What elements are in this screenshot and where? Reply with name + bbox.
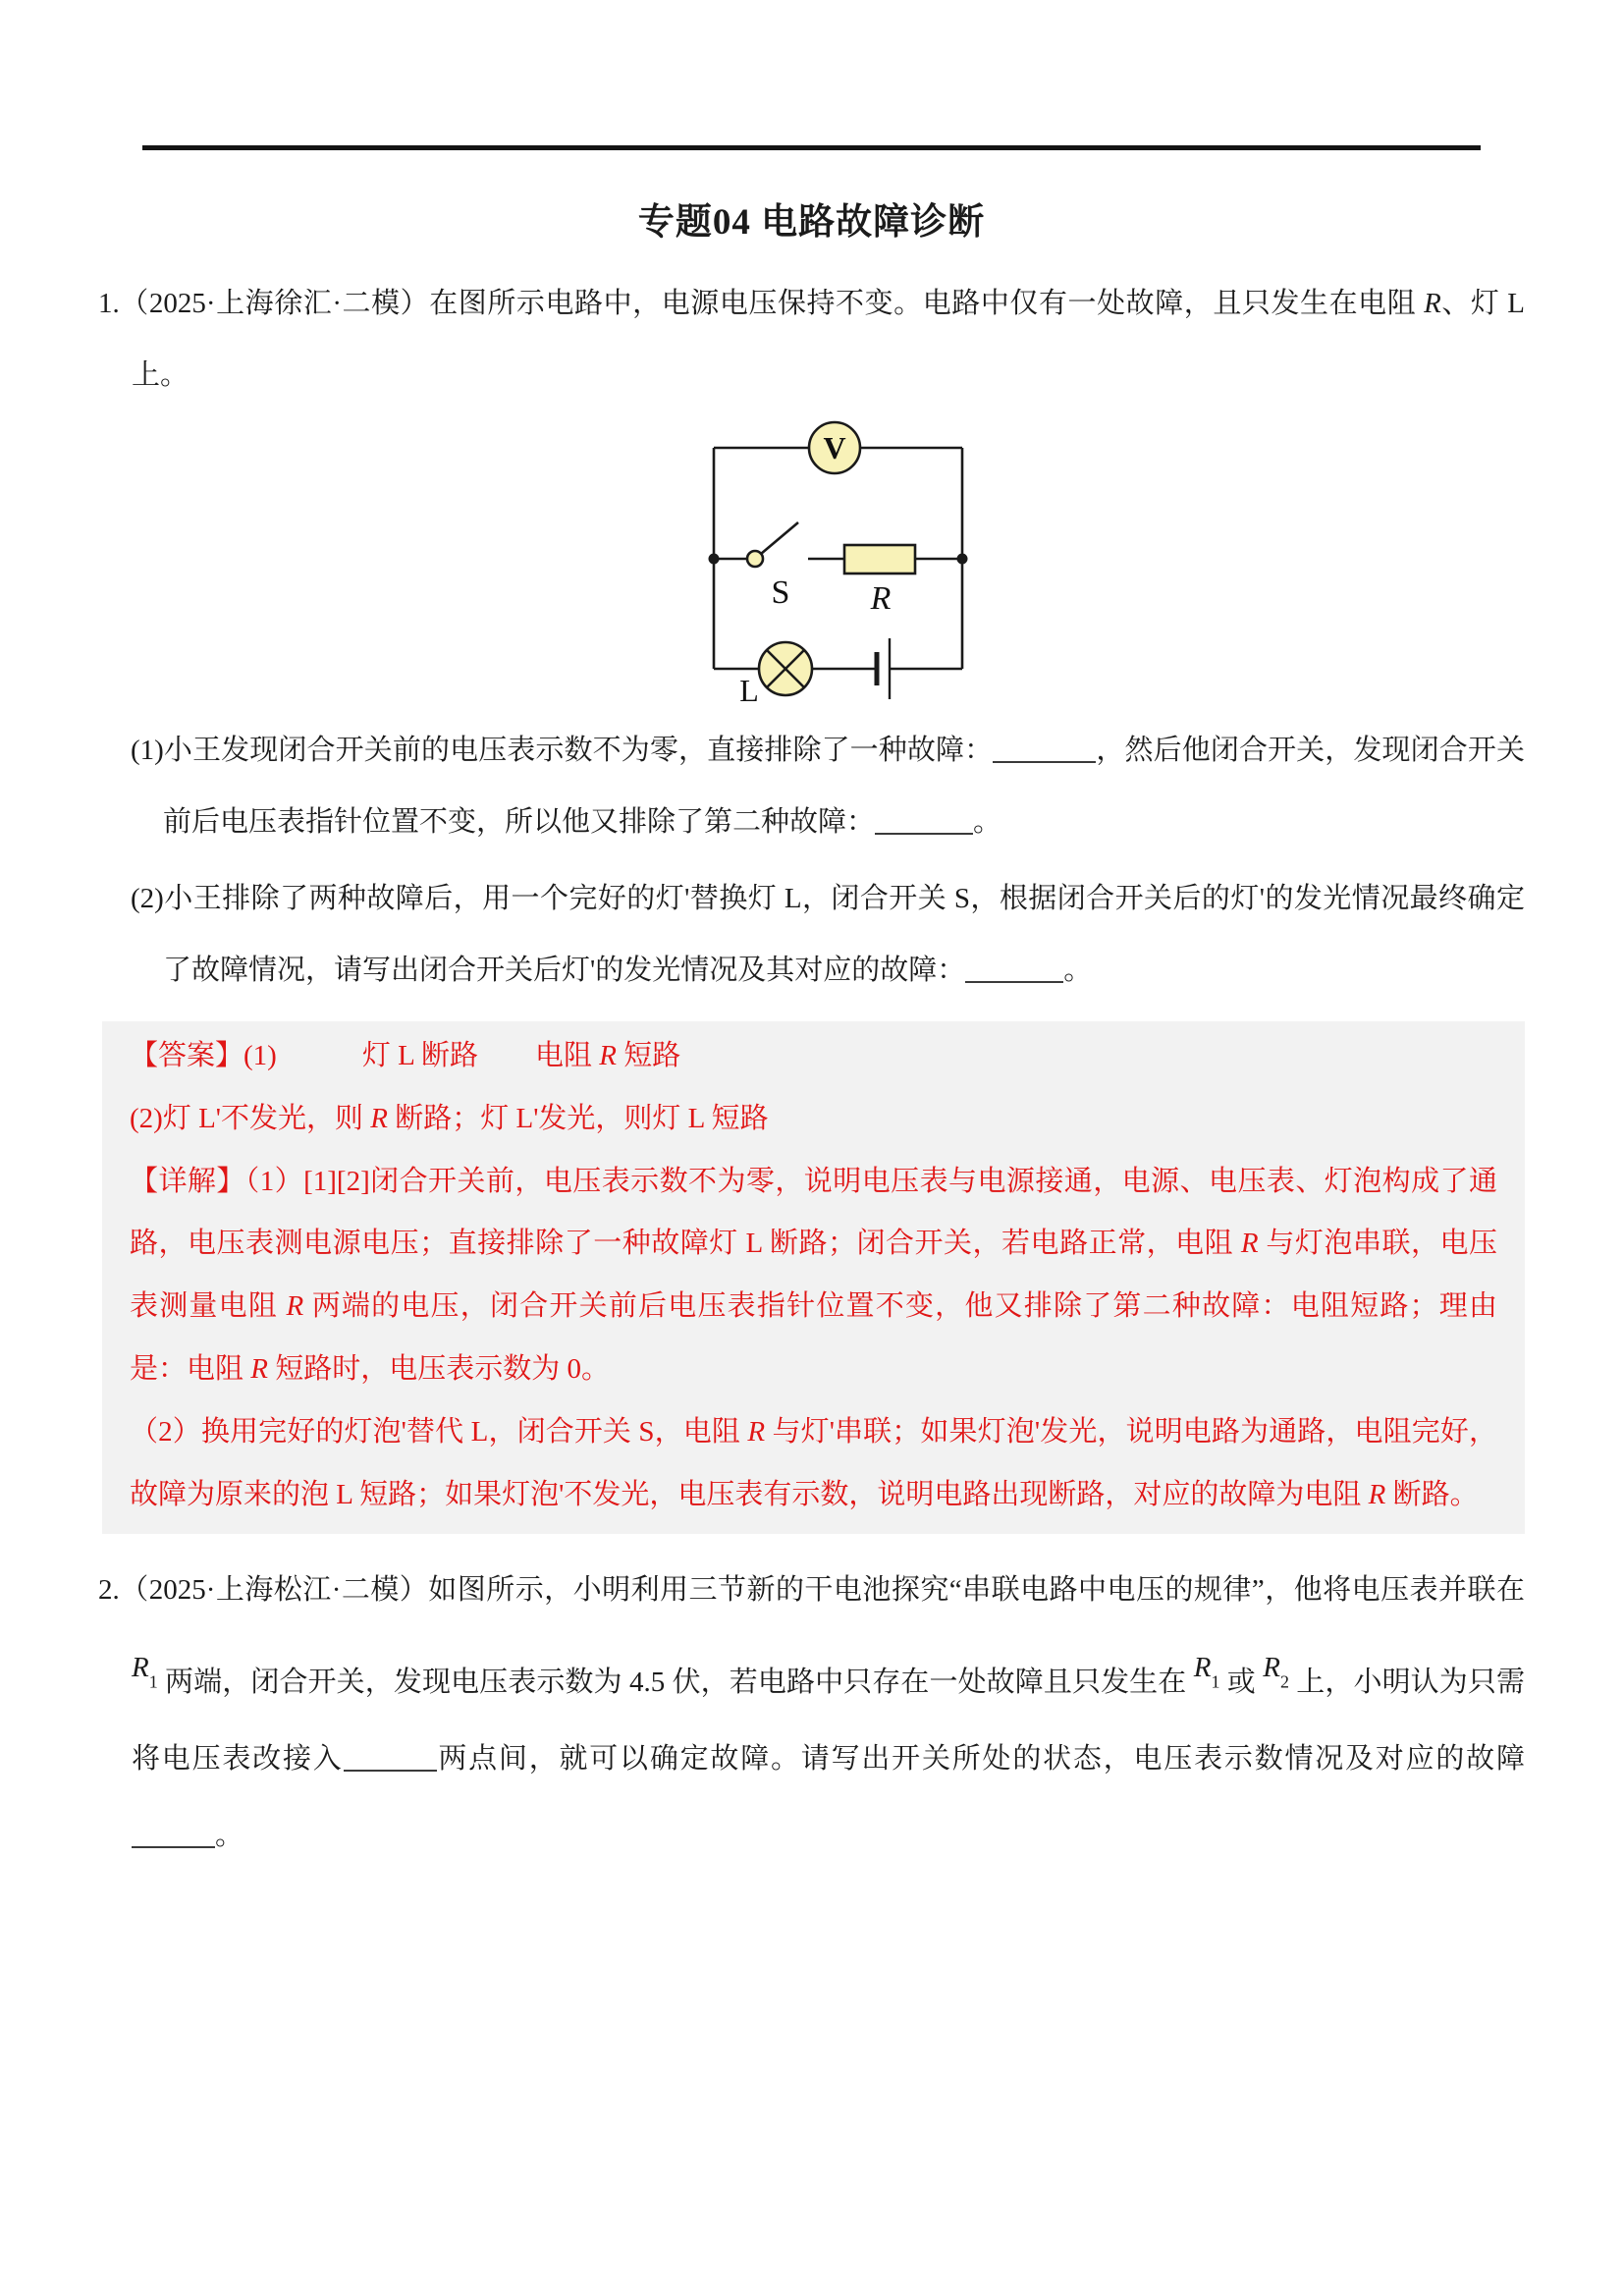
text-segment: 1.（2025·上海徐汇·二模）在图所示电路中，电源电压保持不变。电路中仅有一处故障，且只发生在电阻 [98, 288, 1425, 319]
text-segment: R [1240, 1228, 1259, 1260]
text-segment: R [286, 1290, 304, 1323]
text-segment: (2)小王排除了两种故障后，用一个完好的灯'替换灯 L，闭合开关 S，根据闭合开关后的灯'的发光情况最终确定了故障情况，请写出闭合开关后灯'的发光情况及其对应的故障： [131, 883, 1525, 986]
text-segment: 2.（2025·上海松江·二模）如图所示，小明利用三节新的干电池探究“串联电路中电压的规律”，他将电压表并联在 [98, 1574, 1533, 1607]
text-segment: R [250, 1352, 268, 1385]
text-segment: 1 [148, 1671, 158, 1692]
resistor-label: R [870, 580, 892, 617]
text-segment: 2 [1279, 1671, 1289, 1692]
text-segment: 或 [1219, 1666, 1264, 1698]
question-1-part1 [98, 715, 1525, 857]
text-segment: (1)小王发现闭合开关前的电压表示数不为零，直接排除了一种故障： [131, 735, 994, 766]
text-segment: 。 [973, 805, 1002, 838]
text-segment: 断路；灯 L'发光，则灯 L 短路 [387, 1102, 769, 1134]
junction-dot-right [957, 554, 968, 565]
text-segment: 上，小明认为只需将电压表改接入 [132, 1666, 1525, 1776]
text-segment: 两端，闭合开关，发现电压表示数为 4.5 伏，若电路中只存在一处故障且只发生在 [157, 1666, 1194, 1698]
text-segment: （2）换用完好的灯泡'替代 L，闭合开关 S，电阻 [130, 1415, 748, 1448]
text-segment: ，然后他闭合开关，发现闭合开关前后电压表指针位置不变，所以他又排除了第二种故障： [163, 735, 1525, 838]
blank-line [965, 954, 1063, 983]
text-segment: 两端的电压，闭合开关前后电压表指针位置不变，他又排除了第二种故障：电阻短路；理由是：电阻 [130, 1290, 1497, 1385]
voltmeter-label: V [823, 430, 846, 465]
explanation-part-1 [130, 1151, 1497, 1401]
question-2 [98, 1552, 1533, 1874]
text-segment: R [747, 1415, 766, 1448]
text-segment: 1 [1211, 1671, 1220, 1692]
page-title: 专题04 电路故障诊断 [637, 202, 986, 243]
circuit-svg [697, 418, 982, 709]
question-1-part2 [98, 863, 1525, 1006]
blank-line [875, 805, 973, 835]
text-segment: 两点间，就可以确定故障。请写出开关所处的状态，电压表示数情况及对应的故障 [436, 1743, 1525, 1776]
switch-label: S [771, 574, 790, 611]
resistor-icon [844, 545, 915, 574]
explanation-part-2 [130, 1401, 1497, 1527]
answer-line-2 [130, 1088, 1497, 1151]
text-segment: (2)灯 L'不发光，则 [130, 1102, 371, 1134]
text-segment: R [1263, 1651, 1280, 1683]
lamp-label: L [739, 673, 759, 708]
answer-line-1 [130, 1025, 1497, 1088]
text-segment: 与灯'串联；如果灯泡'发光，说明电路为通路，电阻完好，故障为原来的泡 L 短路；如果灯泡'不发光，电压表有示数，说明电路出现断路，对应的故障为电阻 [130, 1415, 1497, 1510]
text-segment: 断路。 [1385, 1478, 1479, 1510]
text-segment: 【答案】(1) 灯 L 断路 电阻 [130, 1040, 600, 1071]
switch-blade-icon [761, 522, 798, 554]
text-segment: 、灯 L 上。 [132, 288, 1533, 391]
circuit-diagram [697, 418, 982, 709]
answer-block [102, 1021, 1525, 1534]
text-segment: 短路时，电压表示数为 0。 [267, 1352, 610, 1385]
top-rule [142, 145, 1481, 150]
text-segment: 与灯泡串联，电压表测量电阻 [130, 1228, 1497, 1323]
text-segment: 。 [215, 1820, 244, 1852]
text-segment: R [599, 1040, 617, 1071]
text-segment: 短路 [616, 1040, 681, 1071]
text-segment: R [1368, 1478, 1386, 1510]
text-segment: 。 [1063, 954, 1093, 986]
text-segment: R [370, 1102, 388, 1134]
blank-line [132, 1820, 215, 1849]
text-segment: R [132, 1651, 149, 1683]
text-segment: 【详解】（1）[1][2]闭合开关前，电压表示数不为零，说明电压表与电源接通，电源、电压表、灯泡构成了通路，电压表测电源电压；直接排除了一种故障灯 L 断路；闭合开关，若电路正常，电阻 [130, 1165, 1497, 1260]
junction-dot-left [709, 554, 720, 565]
text-segment: R [1193, 1651, 1212, 1683]
question-1-intro [98, 268, 1533, 410]
blank-line [344, 1743, 437, 1773]
text-segment: R [1424, 288, 1441, 319]
blank-line [993, 734, 1096, 763]
